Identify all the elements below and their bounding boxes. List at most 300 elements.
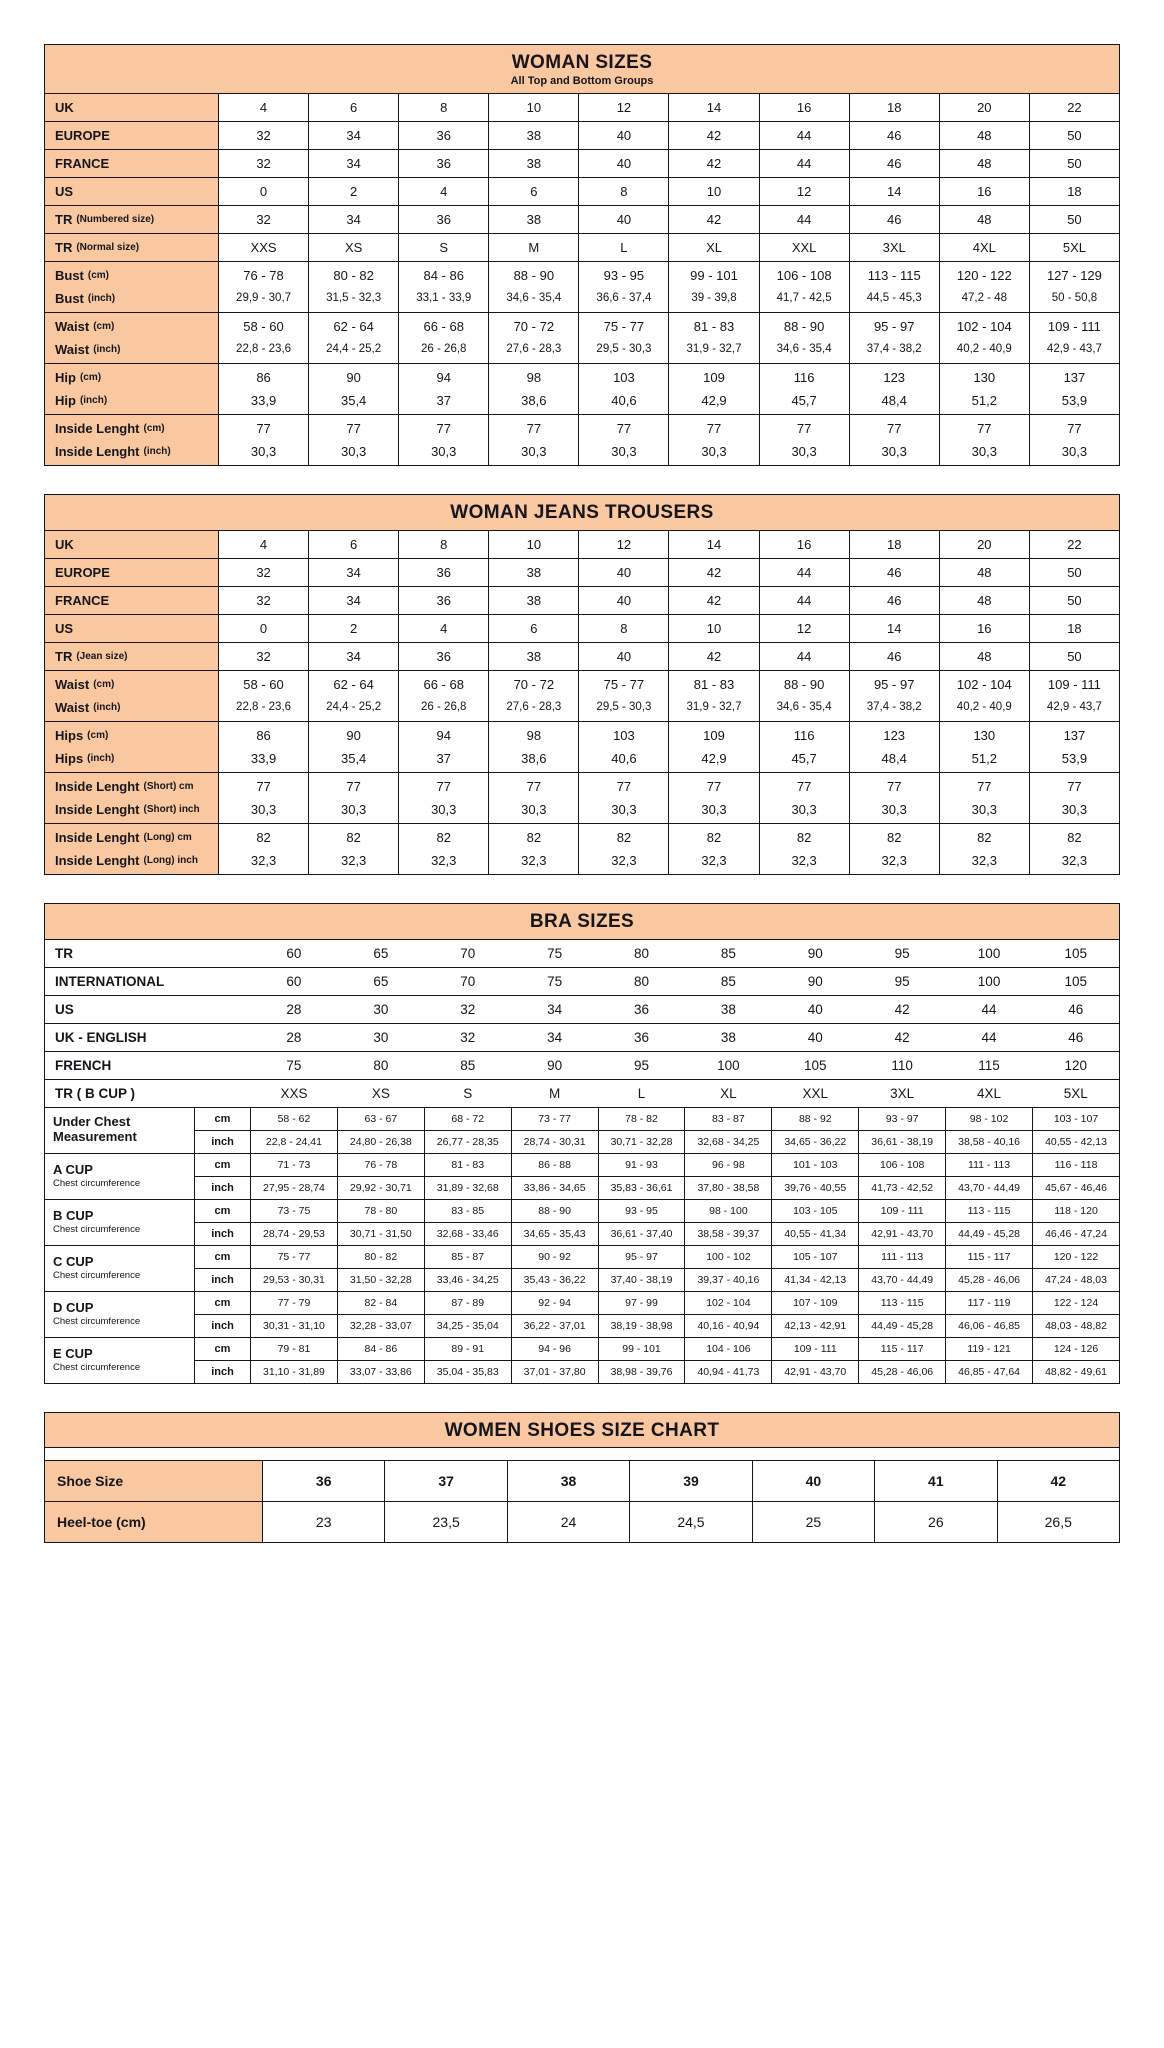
size-cell: [759, 530, 849, 558]
size-cell: [669, 530, 759, 558]
size-value: 16: [796, 536, 812, 552]
size-cell: [849, 823, 939, 874]
size-value: 10: [706, 620, 722, 636]
size-cell: [759, 363, 849, 414]
table-header-row: [45, 45, 1120, 94]
bra-cup-row-inch: [45, 1176, 1120, 1199]
row-label-text: US: [55, 183, 74, 199]
size-value: 77: [436, 420, 451, 436]
size-cell: [1029, 261, 1119, 312]
table-title: WOMAN SIZES: [511, 52, 653, 73]
row-label: INTERNATIONAL: [45, 967, 251, 995]
row-label-text: UK: [55, 99, 74, 115]
size-value: 38: [526, 592, 542, 608]
size-value: 130: [973, 369, 996, 385]
table-row: [45, 312, 1120, 363]
size-cell: 71 - 73: [251, 1153, 338, 1176]
table-header-row: [45, 903, 1120, 939]
size-cell: 41,73 - 42,52: [859, 1176, 946, 1199]
table-row: [45, 414, 1120, 465]
size-cell: 40: [752, 1461, 874, 1502]
size-value: 80 - 82: [333, 267, 374, 283]
size-value: 44,5 - 45,3: [866, 292, 922, 305]
size-value: 6: [530, 620, 538, 636]
size-cell: 45,28 - 46,06: [859, 1360, 946, 1383]
unit-label-inch: inch: [195, 1176, 251, 1199]
unit-label-cm: cm: [195, 1291, 251, 1314]
size-cell: [759, 121, 849, 149]
row-label-text: Inside Lenght: [55, 852, 140, 868]
size-value: 109: [703, 727, 725, 743]
size-value: 32,3: [611, 852, 637, 868]
table-subtitle: All Top and Bottom Groups: [510, 74, 654, 87]
size-cell: 31,89 - 32,68: [424, 1176, 511, 1199]
woman-sizes-header: [45, 45, 1120, 94]
size-cell: [489, 772, 579, 823]
size-cell: XXL: [772, 1079, 859, 1107]
row-label-line: [55, 673, 214, 696]
size-value: 30,3: [340, 801, 367, 817]
size-cell: 30,31 - 31,10: [251, 1314, 338, 1337]
size-value: 18: [886, 99, 902, 115]
size-cell: 32,68 - 34,25: [685, 1130, 772, 1153]
row-label-text: TR: [55, 211, 73, 227]
size-cell: [399, 530, 489, 558]
row-label-note: (Normal size): [76, 241, 140, 253]
size-cell: [579, 261, 669, 312]
row-label: [45, 670, 219, 721]
size-value: 120 - 122: [956, 267, 1012, 283]
size-cell: [309, 363, 399, 414]
row-label-text: Hip: [55, 392, 76, 408]
size-value: 2: [350, 183, 358, 199]
size-cell: [489, 586, 579, 614]
size-cell: [669, 614, 759, 642]
size-value: 40: [616, 155, 632, 171]
size-cell: [759, 642, 849, 670]
size-value: 53,9: [1061, 392, 1088, 408]
size-cell: 26,77 - 28,35: [424, 1130, 511, 1153]
size-cell: [309, 414, 399, 465]
size-cell: 28: [251, 995, 338, 1023]
size-cell: [579, 642, 669, 670]
size-value: 106 - 108: [776, 267, 832, 283]
size-value: 14: [706, 99, 722, 115]
size-value: 30,3: [881, 443, 907, 459]
bra-cup-row-inch: [45, 1268, 1120, 1291]
size-cell: 80: [598, 967, 685, 995]
size-value: XL: [706, 239, 722, 255]
size-cell: 31,50 - 32,28: [337, 1268, 424, 1291]
size-value: 127 - 129: [1046, 267, 1102, 283]
size-value: 77: [256, 420, 271, 436]
size-value: 81 - 83: [693, 676, 735, 692]
size-cell: [579, 312, 669, 363]
row-label-line: [55, 236, 214, 259]
size-value: 137: [1063, 727, 1086, 743]
size-value: 77: [886, 420, 902, 436]
table-title: WOMEN SHOES SIZE CHART: [444, 1419, 720, 1441]
size-cell: [939, 363, 1029, 414]
size-cell: 23: [263, 1502, 385, 1543]
size-cell: 97 - 99: [598, 1291, 685, 1314]
row-label-text: Inside Lenght: [55, 829, 140, 845]
size-cell: [939, 414, 1029, 465]
size-cell: [939, 312, 1029, 363]
size-cell: [669, 312, 759, 363]
size-value: 98: [526, 727, 542, 743]
size-cell: 38: [685, 995, 772, 1023]
size-cell: 46: [1033, 1023, 1120, 1051]
size-value: 82: [886, 829, 902, 845]
row-label-line: [55, 96, 214, 119]
size-value: 0: [259, 183, 268, 199]
size-cell: [219, 823, 309, 874]
size-cell: [1029, 363, 1119, 414]
size-cell: 26,5: [997, 1502, 1119, 1543]
size-cell: [399, 721, 489, 772]
size-cell: 48,82 - 49,61: [1033, 1360, 1120, 1383]
size-value: 48: [977, 648, 992, 664]
size-cell: 39,37 - 40,16: [685, 1268, 772, 1291]
bra-sizes-table: [44, 903, 1120, 1384]
size-cell: [1029, 614, 1119, 642]
woman-sizes-table: [44, 44, 1120, 466]
size-cell: [1029, 670, 1119, 721]
size-cell: [939, 205, 1029, 233]
row-label-text: TR: [55, 239, 73, 255]
size-value: 51,2: [971, 392, 997, 408]
size-cell: [489, 558, 579, 586]
size-cell: 115: [946, 1051, 1033, 1079]
size-value: 53,9: [1061, 750, 1088, 766]
size-cell: 92 - 94: [511, 1291, 598, 1314]
cup-label-text: D CUP: [53, 1299, 94, 1315]
row-label-line: [55, 826, 214, 849]
size-cell: 110: [859, 1051, 946, 1079]
row-label-note: (Long) cm: [143, 831, 192, 843]
size-cell: 78 - 82: [598, 1107, 685, 1130]
bra-cup-row-inch: [45, 1360, 1120, 1383]
size-value: 33,9: [250, 392, 277, 408]
size-value: 18: [1067, 620, 1082, 636]
size-value: 40: [616, 648, 632, 664]
size-cell: [399, 233, 489, 261]
size-value: 40: [616, 592, 632, 608]
size-cell: 36: [598, 1023, 685, 1051]
size-value: 77: [1067, 420, 1082, 436]
size-value: 94: [436, 369, 451, 385]
size-value: 4: [259, 99, 268, 115]
row-label-line: [55, 264, 214, 287]
size-cell: [219, 670, 309, 721]
table-row: [45, 93, 1120, 121]
size-value: 4: [440, 620, 448, 636]
cup-label: [45, 1199, 195, 1245]
size-value: 40: [616, 127, 632, 143]
cup-label: [45, 1107, 195, 1153]
size-value: 77: [706, 778, 722, 794]
size-cell: 35,04 - 35,83: [424, 1360, 511, 1383]
woman-sizes-header-band: [45, 45, 1120, 94]
size-cell: 40: [772, 1023, 859, 1051]
size-cell: 38: [507, 1461, 629, 1502]
size-value: 34: [346, 155, 361, 171]
size-cell: [309, 642, 399, 670]
size-cell: [399, 177, 489, 205]
size-cell: 117 - 119: [946, 1291, 1033, 1314]
size-value: 30,3: [521, 443, 547, 459]
size-value: 30,3: [791, 443, 817, 459]
row-label-text: TR: [55, 648, 73, 664]
row-label-line: [55, 533, 214, 556]
cup-label: [45, 1291, 195, 1337]
size-cell: 77 - 79: [251, 1291, 338, 1314]
size-cell: 91 - 93: [598, 1153, 685, 1176]
row-label-text: Waist: [55, 318, 90, 334]
size-value: 10: [706, 183, 722, 199]
size-cell: 37,80 - 38,58: [685, 1176, 772, 1199]
size-value: 38: [526, 564, 542, 580]
cup-label-sub: Chest circumference: [53, 1269, 141, 1281]
size-value: 20: [977, 536, 992, 552]
size-value: 30,3: [881, 801, 907, 817]
size-value: 42,9: [701, 392, 727, 408]
size-cell: [669, 721, 759, 772]
size-cell: [489, 614, 579, 642]
size-cell: [849, 642, 939, 670]
size-cell: 102 - 104: [685, 1291, 772, 1314]
cup-label-text: B CUP: [53, 1207, 94, 1223]
woman-sizes-body: [45, 93, 1120, 465]
size-cell: 42,91 - 43,70: [859, 1222, 946, 1245]
row-label: [45, 233, 219, 261]
size-cell: 75: [511, 967, 598, 995]
row-label-text: Bust: [55, 290, 84, 306]
size-value: 32,3: [881, 852, 907, 868]
size-cell: 111 - 113: [859, 1245, 946, 1268]
size-cell: [939, 93, 1029, 121]
row-label-note: (inch): [93, 701, 121, 713]
size-value: 109 - 111: [1047, 676, 1101, 692]
size-cell: [849, 312, 939, 363]
size-cell: 24: [507, 1502, 629, 1543]
size-cell: 36: [263, 1461, 385, 1502]
size-value: 48: [977, 127, 992, 143]
size-cell: [489, 149, 579, 177]
size-value: 38: [526, 155, 542, 171]
row-label-line: [55, 561, 214, 584]
size-value: 16: [796, 99, 812, 115]
size-value: 30,3: [250, 801, 277, 817]
size-cell: 45,67 - 46,46: [1033, 1176, 1120, 1199]
bra-top-row: [45, 967, 1120, 995]
size-cell: [219, 312, 309, 363]
size-cell: [219, 93, 309, 121]
size-cell: 32: [424, 995, 511, 1023]
size-cell: 85 - 87: [424, 1245, 511, 1268]
size-cell: 40: [772, 995, 859, 1023]
size-value: 50: [1067, 592, 1082, 608]
size-cell: [669, 642, 759, 670]
size-cell: [309, 530, 399, 558]
size-value: M: [528, 239, 540, 255]
cup-label-text: A CUP: [53, 1161, 93, 1177]
size-cell: 33,46 - 34,25: [424, 1268, 511, 1291]
unit-label-cm: cm: [195, 1337, 251, 1360]
size-value: 48: [977, 592, 992, 608]
size-cell: [579, 205, 669, 233]
size-cell: [939, 149, 1029, 177]
size-value: 30,3: [250, 443, 277, 459]
size-cell: 47,24 - 48,03: [1033, 1268, 1120, 1291]
size-cell: 23,5: [385, 1502, 507, 1543]
size-cell: 29,53 - 30,31: [251, 1268, 338, 1291]
size-cell: [1029, 530, 1119, 558]
size-cell: 73 - 75: [251, 1199, 338, 1222]
size-value: 36: [436, 648, 451, 664]
table-row: [45, 530, 1120, 558]
size-value: 38: [526, 211, 542, 227]
size-cell: [309, 312, 399, 363]
size-cell: 38,58 - 39,37: [685, 1222, 772, 1245]
size-cell: [939, 586, 1029, 614]
size-cell: [1029, 177, 1119, 205]
size-cell: 100: [946, 967, 1033, 995]
unit-label-cm: cm: [195, 1199, 251, 1222]
cup-label-text: Under Chest Measurement: [53, 1114, 137, 1145]
size-value: 123: [883, 369, 906, 385]
cup-label-sub: Chest circumference: [53, 1223, 141, 1235]
size-cell: 38,58 - 40,16: [946, 1130, 1033, 1153]
size-cell: [579, 586, 669, 614]
size-cell: [219, 233, 309, 261]
unit-label-inch: inch: [195, 1222, 251, 1245]
row-label-note: (cm): [87, 729, 109, 741]
cup-label: [45, 1245, 195, 1291]
size-cell: [399, 642, 489, 670]
size-cell: [1029, 642, 1119, 670]
size-cell: [489, 233, 579, 261]
size-value: 95 - 97: [873, 318, 915, 334]
size-value: 46: [886, 211, 902, 227]
size-value: 75 - 77: [603, 676, 645, 692]
size-value: XXS: [250, 239, 277, 255]
size-cell: [1029, 121, 1119, 149]
size-value: 6: [530, 183, 538, 199]
size-cell: 40,55 - 42,13: [1033, 1130, 1120, 1153]
cup-label: [45, 1337, 195, 1383]
size-cell: 90: [772, 939, 859, 967]
row-label-line: [55, 389, 214, 412]
size-value: 76 - 78: [243, 267, 284, 283]
row-label-line: [55, 417, 214, 440]
size-value: 37,4 - 38,2: [866, 343, 922, 356]
size-value: 22,8 - 23,6: [236, 701, 292, 714]
size-cell: L: [598, 1079, 685, 1107]
size-cell: 46,06 - 46,85: [946, 1314, 1033, 1337]
size-cell: 43,70 - 44,49: [859, 1268, 946, 1291]
bra-cup-row-cm: [45, 1199, 1120, 1222]
size-cell: 40,55 - 41,34: [772, 1222, 859, 1245]
size-cell: 25: [752, 1502, 874, 1543]
size-value: 42,9: [701, 750, 727, 766]
size-cell: 95: [859, 967, 946, 995]
size-value: 30,3: [791, 801, 817, 817]
size-value: 30,3: [431, 443, 457, 459]
women-shoes-header-band: [45, 1412, 1120, 1448]
row-label: UK - ENGLISH: [45, 1023, 251, 1051]
size-cell: [939, 642, 1029, 670]
size-cell: XXS: [251, 1079, 338, 1107]
size-cell: 42: [997, 1461, 1119, 1502]
woman-jeans-table: [44, 494, 1120, 875]
table-row: [45, 121, 1120, 149]
size-value: 30,3: [340, 443, 367, 459]
size-cell: 86 - 88: [511, 1153, 598, 1176]
size-value: 40,6: [611, 392, 637, 408]
size-cell: [759, 261, 849, 312]
size-value: 34,6 - 35,4: [776, 343, 832, 356]
size-cell: 85: [424, 1051, 511, 1079]
row-label-text: EUROPE: [55, 564, 110, 580]
size-value: 42: [706, 648, 722, 664]
size-cell: [1029, 772, 1119, 823]
row-label-text: Inside Lenght: [55, 420, 140, 436]
size-cell: [219, 530, 309, 558]
size-value: 77: [256, 778, 271, 794]
size-cell: [489, 121, 579, 149]
size-value: 30,3: [611, 801, 637, 817]
size-value: 40,2 - 40,9: [956, 343, 1012, 356]
size-value: 77: [616, 778, 632, 794]
size-cell: 88 - 90: [511, 1199, 598, 1222]
size-value: 70 - 72: [513, 318, 555, 334]
row-label-note: (cm): [93, 320, 115, 332]
size-cell: [1029, 558, 1119, 586]
size-cell: XS: [337, 1079, 424, 1107]
size-cell: 70: [424, 967, 511, 995]
size-cell: [399, 586, 489, 614]
size-value: 51,2: [971, 750, 997, 766]
size-value: 94: [436, 727, 451, 743]
bra-cup-row-inch: [45, 1130, 1120, 1153]
size-cell: [219, 614, 309, 642]
row-label-text: Hips: [55, 750, 84, 766]
woman-jeans-body: [45, 530, 1120, 874]
size-cell: [579, 93, 669, 121]
size-value: 32: [256, 155, 271, 171]
size-cell: 80: [598, 939, 685, 967]
size-cell: 120 - 122: [1033, 1245, 1120, 1268]
size-value: 116: [793, 369, 815, 385]
size-value: 50 - 50,8: [1051, 292, 1098, 305]
size-cell: [759, 312, 849, 363]
size-cell: 35,83 - 36,61: [598, 1176, 685, 1199]
size-cell: 39: [630, 1461, 752, 1502]
size-value: 58 - 60: [243, 676, 284, 692]
size-value: 58 - 60: [243, 318, 284, 334]
size-value: 48,4: [881, 392, 907, 408]
size-value: 44: [796, 592, 812, 608]
size-cell: 42,91 - 43,70: [772, 1360, 859, 1383]
size-cell: 41: [875, 1461, 997, 1502]
row-label: FRENCH: [45, 1051, 251, 1079]
size-cell: 30: [337, 995, 424, 1023]
size-cell: [399, 363, 489, 414]
size-value: 4XL: [972, 239, 996, 255]
size-value: 22: [1067, 99, 1082, 115]
